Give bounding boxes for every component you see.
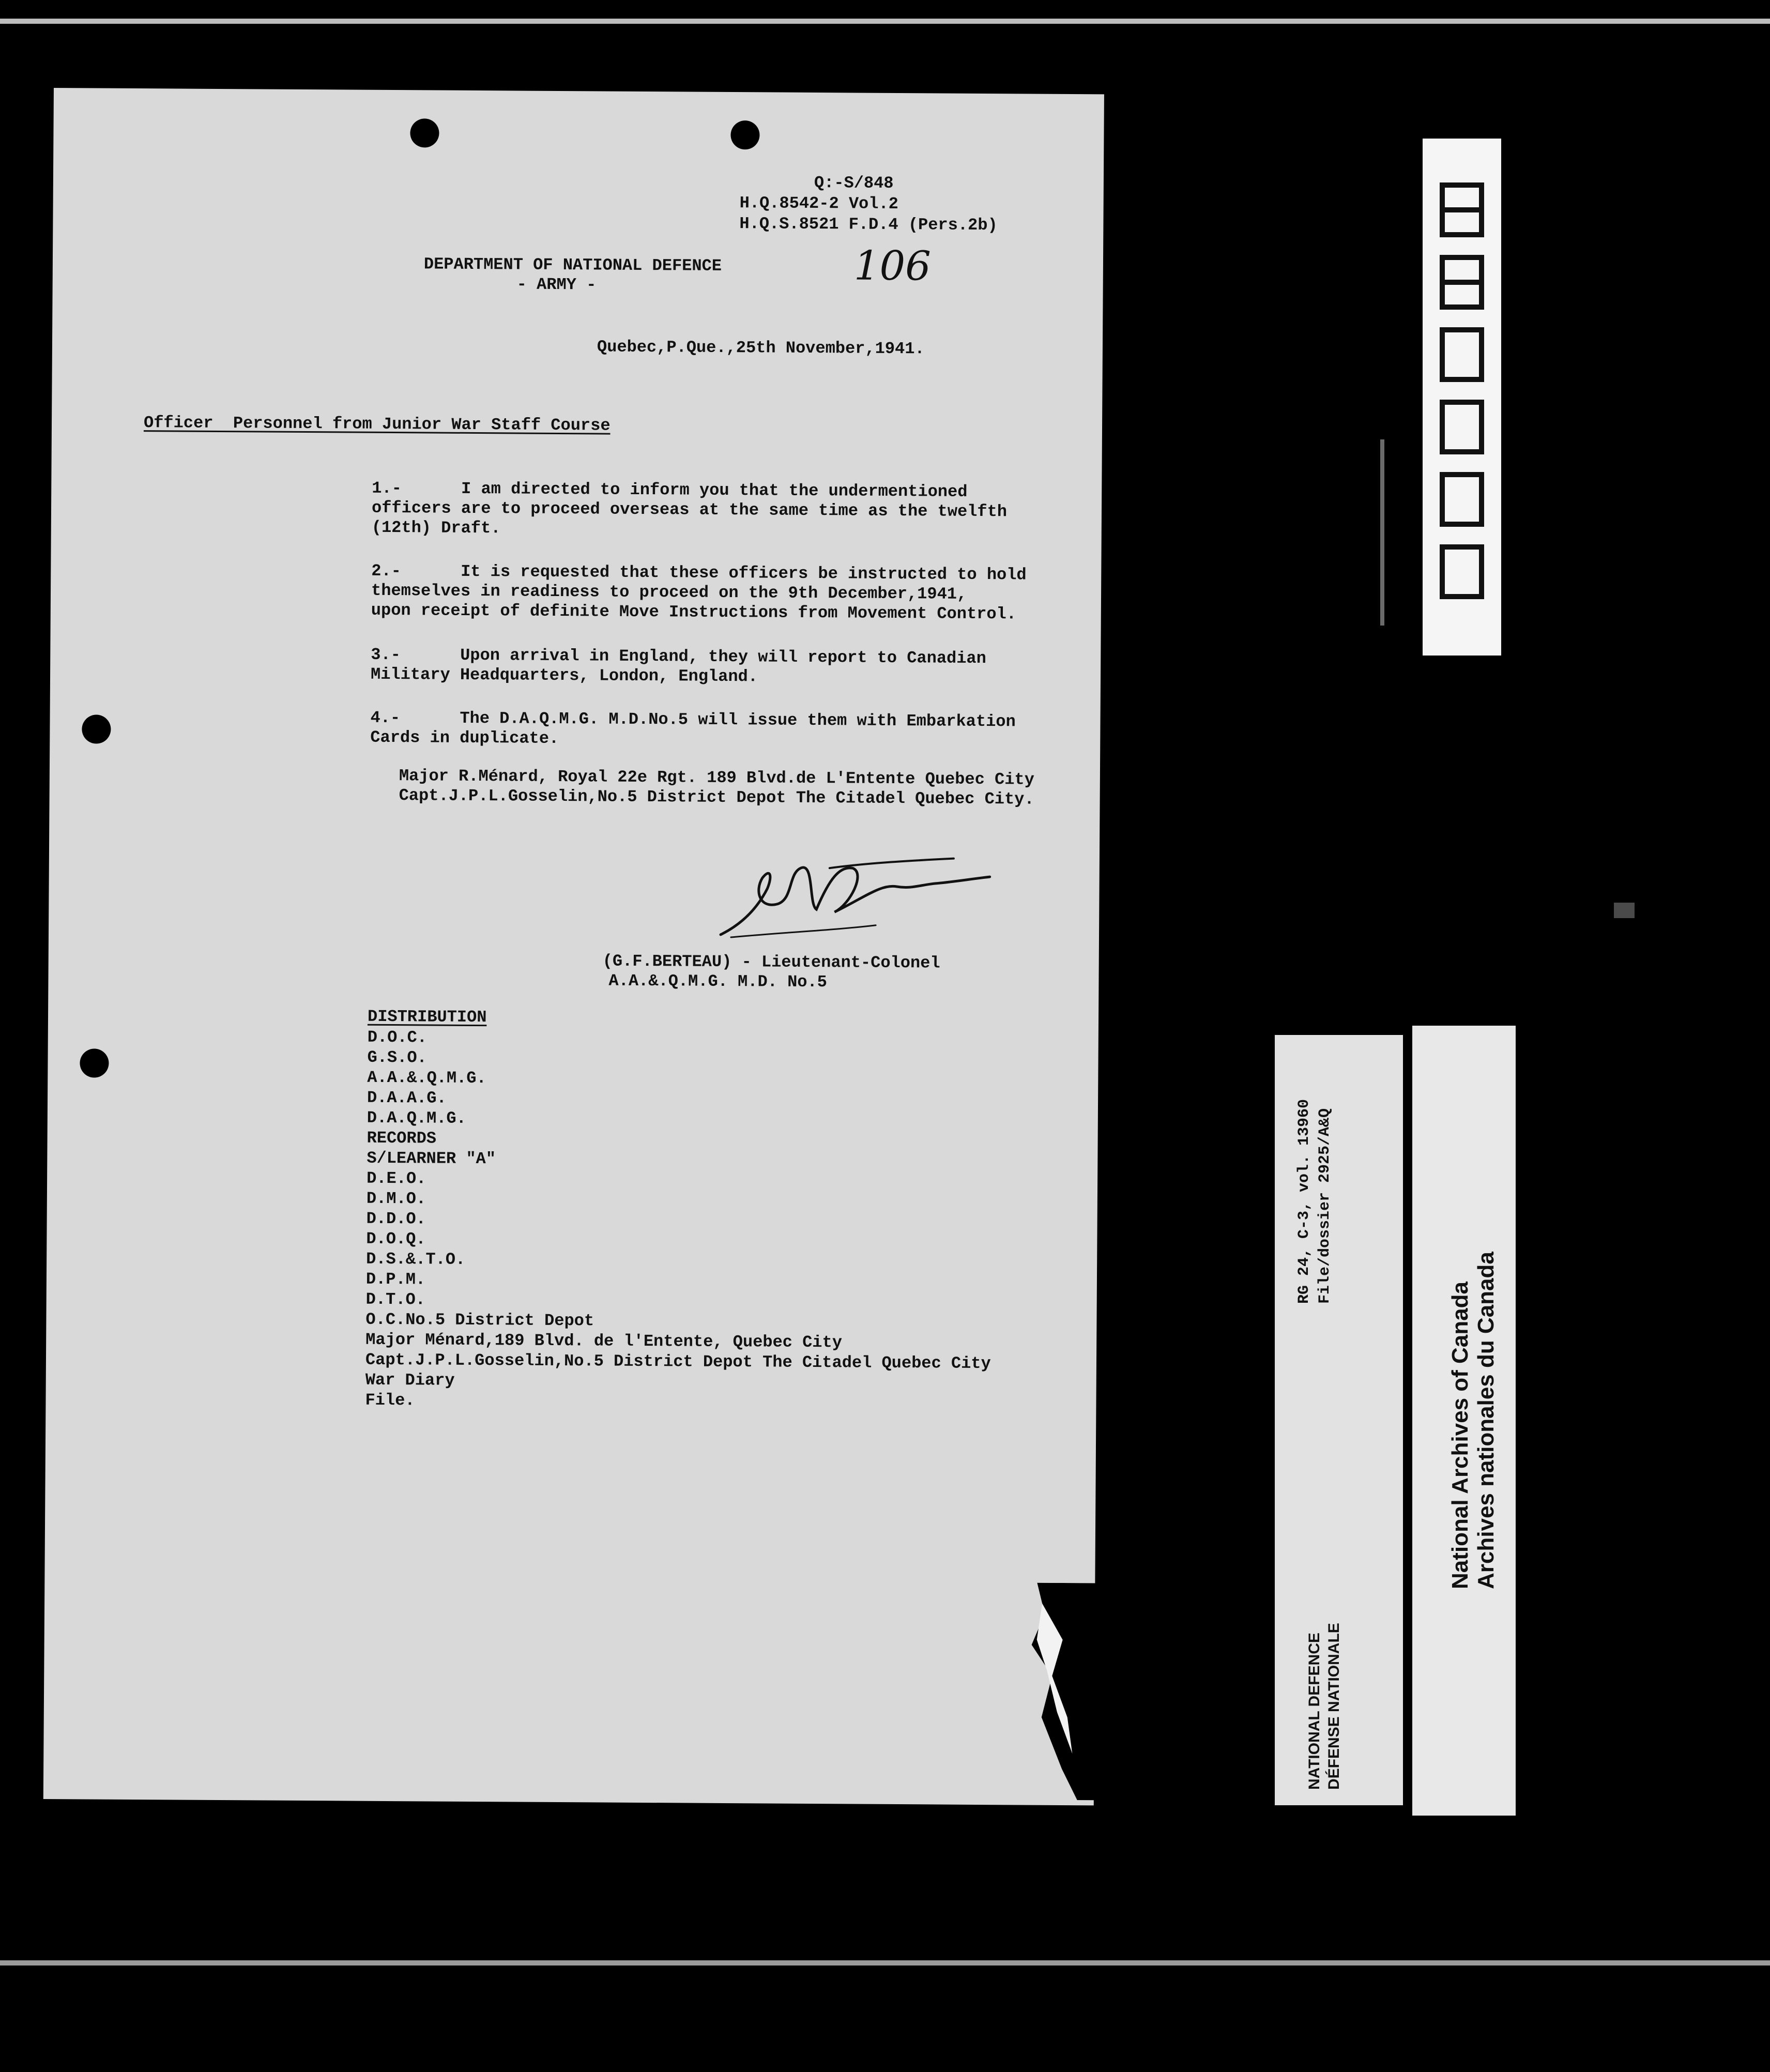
frame-digits bbox=[1423, 139, 1501, 656]
paragraph-line: Cards in duplicate. bbox=[370, 727, 559, 748]
file-ref: H.Q.S.8521 F.D.4 (Pers.2b) bbox=[739, 214, 998, 235]
distribution-item: D.P.M. bbox=[365, 1269, 426, 1289]
distribution-item: O.C.No.5 District Depot bbox=[365, 1309, 594, 1331]
distribution-item: D.O.Q. bbox=[366, 1229, 426, 1249]
distribution-item: D.E.O. bbox=[367, 1168, 426, 1189]
distribution-item: War Diary bbox=[365, 1370, 455, 1390]
distribution-heading: DISTRIBUTION bbox=[367, 1007, 487, 1027]
punch-hole bbox=[410, 118, 439, 147]
file-ref: H.Q.8542-2 Vol.2 bbox=[739, 193, 899, 214]
torn-corner bbox=[1020, 1582, 1100, 1800]
distribution-item: RECORDS bbox=[367, 1128, 437, 1148]
film-mark bbox=[1380, 439, 1384, 626]
signature bbox=[710, 847, 1011, 947]
film-frame-counter bbox=[1423, 139, 1501, 656]
distribution-item: D.A.A.G. bbox=[367, 1088, 447, 1108]
distribution-item: D.S.&.T.O. bbox=[366, 1249, 466, 1269]
distribution-item: D.M.O. bbox=[366, 1189, 426, 1209]
distribution-item: File. bbox=[365, 1390, 415, 1410]
file-ref: Q:-S/848 bbox=[814, 173, 894, 193]
handwritten-number: 106 bbox=[853, 242, 932, 290]
paragraph-line: (12th) Draft. bbox=[371, 517, 501, 538]
archive-ref-line: RG 24, C-3, vol. 13960 bbox=[1295, 1099, 1313, 1304]
distribution-item: D.A.Q.M.G. bbox=[367, 1108, 466, 1128]
archive-ref-line: File/dossier 2925/A&Q bbox=[1316, 1108, 1334, 1304]
document-page bbox=[43, 88, 1104, 1805]
department-heading: DEPARTMENT OF NATIONAL DEFENCE bbox=[423, 254, 722, 276]
paragraph-line: Military Headquarters, London, England. bbox=[370, 664, 758, 687]
film-bottom-edge bbox=[0, 1960, 1770, 1966]
distribution-item: Major Ménard,189 Blvd. de l'Entente, Quebec City bbox=[365, 1330, 843, 1352]
archives-name-fr: Archives nationales du Canada bbox=[1473, 1252, 1499, 1589]
paragraph-line: 3.- Upon arrival in England, they will report to Canadian bbox=[371, 645, 986, 668]
punch-hole bbox=[80, 1048, 109, 1077]
department-label-fr: DÉFENSE NATIONALE bbox=[1325, 1623, 1342, 1790]
subject-line: Officer Personnel from Junior War Staff Course bbox=[143, 413, 611, 435]
archives-name-en: National Archives of Canada bbox=[1447, 1282, 1473, 1589]
signatory-title: A.A.&.Q.M.G. M.D. No.5 bbox=[608, 971, 828, 992]
distribution-item: S/LEARNER "A" bbox=[367, 1148, 496, 1169]
distribution-item: Capt.J.P.L.Gosselin,No.5 District Depot The Citadel Quebec City bbox=[365, 1350, 991, 1374]
paragraph-line: 2.- It is requested that these officers be instructed to hold bbox=[371, 561, 1027, 585]
distribution-item: D.O.C. bbox=[367, 1027, 428, 1047]
punch-hole bbox=[82, 714, 111, 743]
national-archives-label bbox=[1412, 1026, 1516, 1816]
punch-hole bbox=[730, 120, 759, 149]
distribution-item: D.D.O. bbox=[366, 1209, 426, 1229]
paragraph-line: 1.- I am directed to inform you that the undermentioned bbox=[372, 478, 968, 501]
paragraph-line: officers are to proceed overseas at the same time as the twelfth bbox=[371, 498, 1008, 522]
distribution-item: G.S.O. bbox=[367, 1047, 427, 1068]
signatory-name: (G.F.BERTEAU) - Lieutenant-Colonel bbox=[602, 951, 940, 973]
paragraph-line: upon receipt of definite Move Instructions from Movement Control. bbox=[371, 600, 1017, 624]
film-top-edge bbox=[0, 19, 1770, 24]
branch-heading: - ARMY - bbox=[516, 275, 597, 295]
paragraph-line: 4.- The D.A.Q.M.G. M.D.No.5 will issue them with Embarkation bbox=[370, 708, 1016, 732]
officer-entry: Capt.J.P.L.Gosselin,No.5 District Depot The Citadel Quebec City. bbox=[399, 786, 1034, 809]
officer-entry: Major R.Ménard, Royal 22e Rgt. 189 Blvd.de L'Entente Quebec City bbox=[399, 766, 1034, 789]
department-label-en: NATIONAL DEFENCE bbox=[1306, 1633, 1323, 1790]
distribution-item: D.T.O. bbox=[365, 1289, 426, 1309]
distribution-item: A.A.&.Q.M.G. bbox=[367, 1068, 486, 1088]
film-mark bbox=[1614, 903, 1635, 918]
paragraph-line: themselves in readiness to proceed on the 9th December,1941, bbox=[371, 581, 967, 604]
file-references bbox=[54, 88, 1104, 235]
place-date: Quebec,P.Que.,25th November,1941. bbox=[597, 337, 925, 359]
archive-reference-label bbox=[1275, 1035, 1403, 1805]
